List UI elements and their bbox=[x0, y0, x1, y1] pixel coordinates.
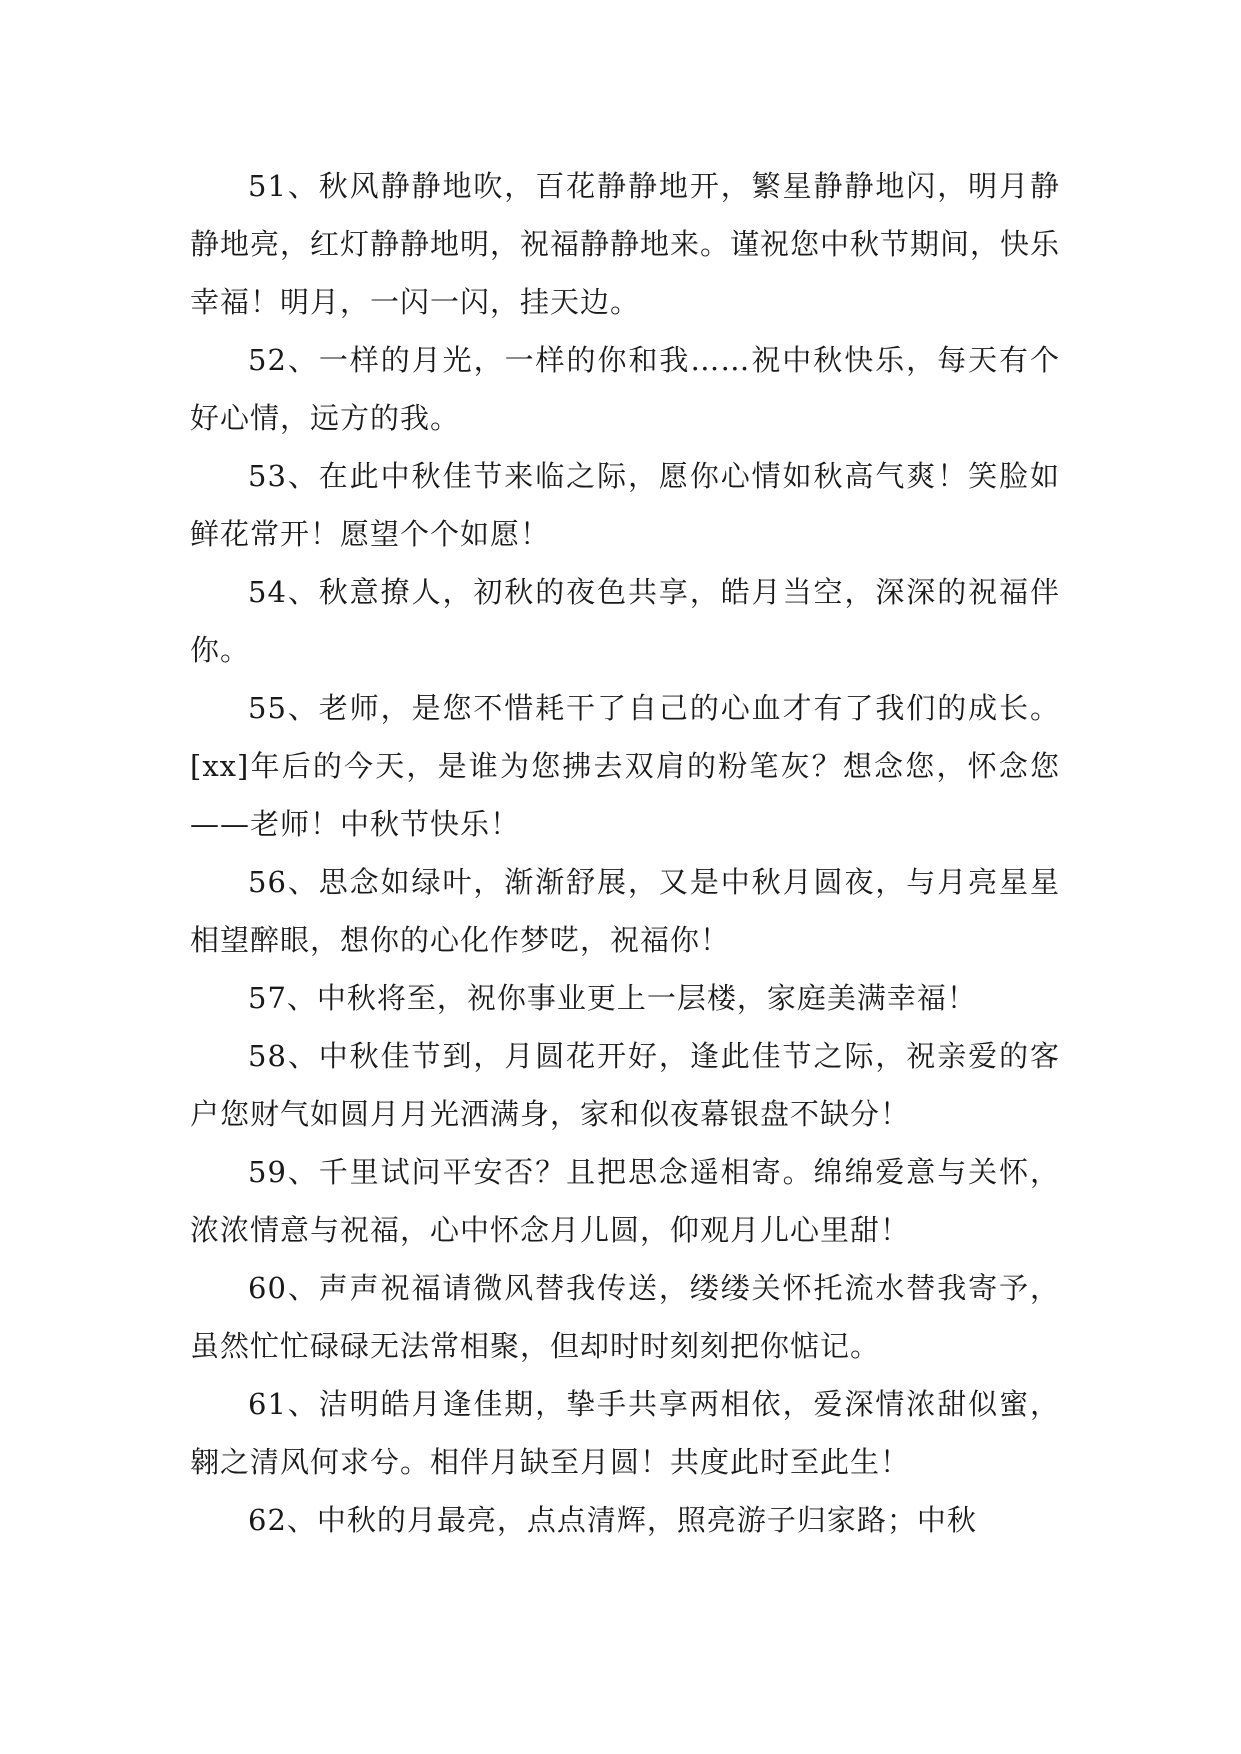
paragraph-62: 62、中秋的月最亮，点点清辉，照亮游子归家路；中秋 bbox=[248, 1503, 977, 1537]
paragraph-59: 59、千里试问平安否？且把思念遥相寄。绵绵爱意与关怀，浓浓情意与祝福，心中怀念月儿圆，仰观月儿心里甜！ bbox=[190, 1155, 1060, 1247]
paragraph-51: 51、秋风静静地吹，百花静静地开，繁星静静地闪，明月静静地亮，红灯静静地明，祝福静静地来。谨祝您中秋节期间，快乐幸福！明月，一闪一闪，挂天边。 bbox=[190, 169, 1061, 319]
paragraph-55: 55、老师，是您不惜耗干了自己的心血才有了我们的成长。[xx]年后的今天，是谁为您拂去双肩的粉笔灰？想念您，怀念您——老师！中秋节快乐！ bbox=[190, 691, 1060, 841]
paragraph-58: 58、中秋佳节到，月圆花开好，逢此佳节之际，祝亲爱的客户您财气如圆月月光洒满身，家和似夜幕银盘不缺分！ bbox=[190, 1039, 1060, 1131]
paragraph-57: 57、中秋将至，祝你事业更上一层楼，家庭美满幸福！ bbox=[248, 981, 977, 1015]
paragraph-52: 52、一样的月光，一样的你和我……祝中秋快乐，每天有个好心情，远方的我。 bbox=[190, 343, 1060, 435]
paragraph-61: 61、洁明皓月逢佳期，挚手共享两相依，爱深情浓甜似蜜，翱之清风何求兮。相伴月缺至月圆！共度此时至此生！ bbox=[190, 1387, 1060, 1479]
paragraph-54: 54、秋意撩人，初秋的夜色共享，皓月当空，深深的祝福伴你。 bbox=[190, 575, 1060, 667]
paragraph-60: 60、声声祝福请微风替我传送，缕缕关怀托流水替我寄予，虽然忙忙碌碌无法常相聚，但却时时刻刻把你惦记。 bbox=[190, 1271, 1060, 1363]
paragraph-53: 53、在此中秋佳节来临之际，愿你心情如秋高气爽！笑脸如鲜花常开！愿望个个如愿！ bbox=[190, 459, 1060, 551]
document-page bbox=[190, 157, 1060, 1549]
paragraph-56: 56、思念如绿叶，渐渐舒展，又是中秋月圆夜，与月亮星星相望醉眼，想你的心化作梦呓，祝福你！ bbox=[190, 865, 1060, 957]
